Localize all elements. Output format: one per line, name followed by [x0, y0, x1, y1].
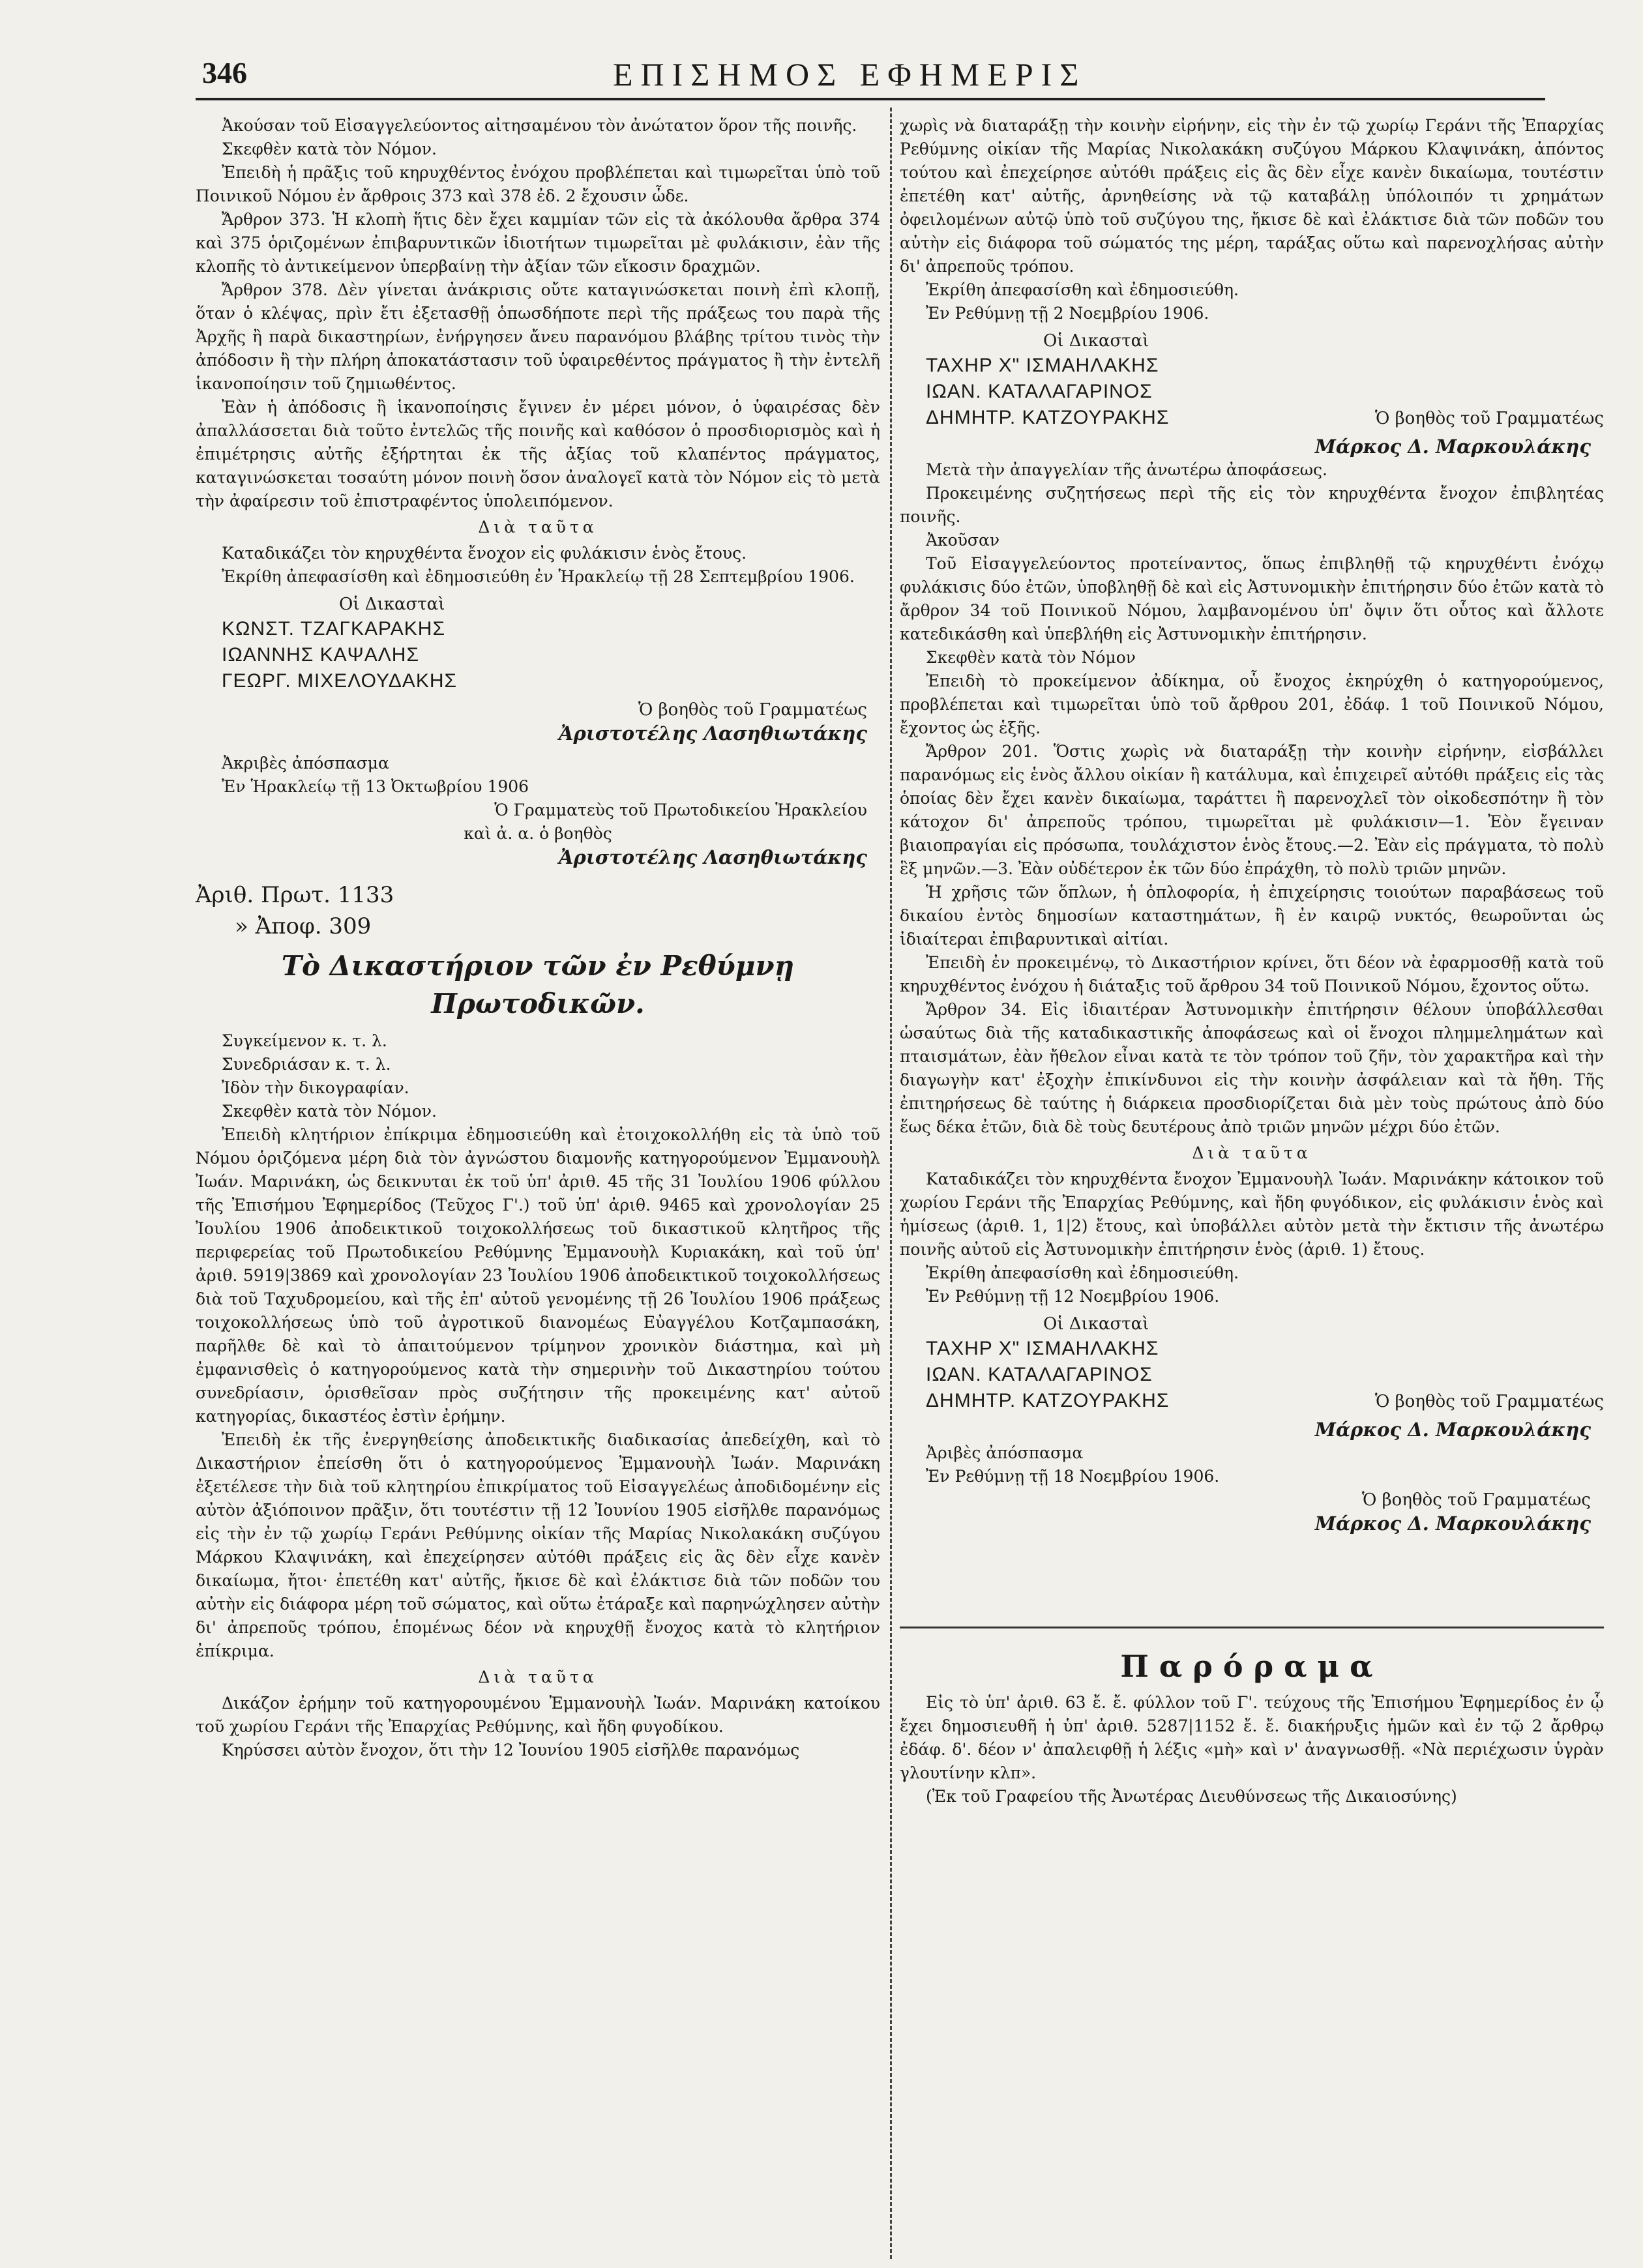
protocol-number: Ἀριθ. Πρωτ. 1133	[196, 882, 394, 908]
exact-copy-label: Ἀριβὲς ἀπόσπασμα	[926, 1443, 1084, 1462]
judge-name: ΤΑΧΗΡ Χ" ΙΣΜΑΗΛΑΚΗΣ	[926, 1338, 1159, 1359]
paragraph: Ἐπειδὴ κλητήριον ἐπίκριμα ἐδημοσιεύθη καὶ ἐτοιχοκολλήθη εἰς τὰ ὑπὸ τοῦ Νόμου ὁριζόμενα μέρη διὰ τὸν ἀγνώστου διαμονῆς κατηγορούμενον Ἐμμανουὴλ Ἰωάν. Μαρινάκη, ὡς δεικνυται ἐκ τοῦ ὑπ' ἀριθ. 45 τῆς 31 Ἰουλίου 1906 φύλλου τῆς Ἐπισήμου Ἐφημερίδος (Τεῦχος Γ'.) τοῦ ὑπ' ἀριθ. 9465 καὶ χρονολογίαν 25 Ἰουλίου 1906 ἀποδεικτικοῦ τοιχοκολλήσεως τοῦ δικαστικοῦ κλητῆρος τῆς περιφερείας τοῦ Πρωτοδικείου Ρεθύμνης Ἐμμανουὴλ Κυριακάκη, καὶ τοῦ ὑπ' ἀριθ. 5919|3869 καὶ χρονολογίαν 23 Ἰουλίου 1906 ἀποδεικτικοῦ τοιχοκολλήσεως διὰ τοῦ Ταχυδρομείου, καὶ τῆς ἐπ' αὐτοῦ γενομένης τῇ 26 Ἰουλίου 1906 πράξεως τοιχοκολλήσεως ὑπὸ τοῦ ἀγροτικοῦ διανομέως Εὐαγγέλου Κοτζαμπασάκη, παρῆλθε δὲ καὶ τὸ ἀπαιτούμενον τρίμηνον χρονικὸν διάστημα, καὶ μὴ ἐμφανισθεὶς ὁ κατηγορούμενος κατὰ τὴν σημερινὴν τοῦ Δικαστηρίου τούτου συνεδρίασιν, ὁρισθεῖσαν πρὸς συζήτησιν τῆς προκειμένης κατ' αὐτοῦ κατηγορίας, δικαστέος ἐστὶν ἐρήμην.	[196, 1125, 880, 1426]
judges-label: Οἱ Δικασταὶ	[1043, 331, 1149, 351]
assistant-signature: Μάρκος Δ. Μαρκουλάκης	[1314, 1419, 1591, 1441]
paragraph: Ἐπειδὴ τὸ προκείμενον ἀδίκημα, οὗ ἔνοχος ἐκηρύχθη ὁ κατηγορούμενος, προβλέπεται καὶ τιμωρεῖται ὑπὸ τοῦ ἄρθρου 201, ἐδάφ. 1 τοῦ Ποινικοῦ Νόμου, ἔχοντος ὡς ἑξῆς.	[900, 671, 1604, 737]
clerk-signature: Ἀριστοτέλης Λασηθιωτάκης	[559, 846, 867, 868]
paragraph: Ἡ χρῆσις τῶν ὅπλων, ἡ ὁπλοφορία, ἡ ἐπιχείρησις τοιούτων παραβάσεως τοῦ δικαίου ἐντὸς δημοσίων καταστημάτων, ἢ ἐν καιρῷ νυκτός, θεωροῦνται ὡς ἰδιαίτεραι ἐπιβαρυντικαὶ αἰτίαι.	[900, 883, 1604, 949]
paragraph: χωρὶς νὰ διαταράξῃ τὴν κοινὴν εἰρήνην, εἰς τὴν ἐν τῷ χωρίῳ Γεράνι τῆς Ἐπαρχίας Ρεθύμνης οἰκίαν τῆς Μαρίας Νικολακάκη συζύγου Μάρκου Κλαψινάκη, ἀπόντος τούτου καὶ ἐπεχείρησε αὐτόθι πράξεις εἰς ἃς δὲν εἶχε κανὲν δικαίωμα, τουτέστιν ἐπετέθη κατ' αὐτῆς, ἀρνηθείσης νὰ τῷ καταβάλῃ ὑπόλοιπόν τι χρημάτων ὀφειλομένων αὐτῷ ὑπὸ τοῦ συζύγου της, ἤκισε δὲ καὶ ἐλάκτισε διὰ τῶν ποδῶν του αὐτὴν εἰς διάφορα τοῦ σώματός της μέρη, ταράξας οὕτω καὶ παρενοχλήσας αὐτὴν δι' ἀπρεποῦς τρόπου.	[900, 116, 1604, 276]
judge-name: ΙΩΑΝ. ΚΑΤΑΛΑΓΑΡΙΝΟΣ	[926, 381, 1153, 402]
paragraph: Ἐπειδὴ ἐν προκειμένῳ, τὸ Δικαστήριον κρίνει, ὅτι δέον νὰ ἐφαρμοσθῇ κατὰ τοῦ κηρυχθέντος ἐνόχου ἡ διάταξις τοῦ ἄρθρου 34 τοῦ Ποινικοῦ Νόμου, ἔχοντος οὕτω.	[900, 953, 1604, 995]
paragraph: Ἰδὸν τὴν δικογραφίαν.	[222, 1078, 409, 1097]
assistant-signature: Μάρκος Δ. Μαρκουλάκης	[1314, 1512, 1591, 1535]
paragraph: Ἐν Ρεθύμνῃ τῇ 12 Νοεμβρίου 1906.	[926, 1287, 1220, 1306]
page-number: 346	[202, 56, 247, 89]
paragraph: Ἄρθρον 373. Ἡ κλοπὴ ἥτις δὲν ἔχει καμμίαν τῶν εἰς τὰ ἀκόλουθα ἄρθρα 374 καὶ 375 ὁριζομένων ἐπιβαρυντικῶν ἰδιοτήτων τιμωρεῖται μὲ φυλάκισιν, ἐὰν τῆς κλοπῆς τὸ ἀντικείμενον ὑπερβαίνῃ τὴν ἀξίαν τῶν εἴκοσιν δραχμῶν.	[196, 210, 880, 276]
paragraph: Δικάζον ἐρήμην τοῦ κατηγορουμένου Ἐμμανουὴλ Ἰωάν. Μαρινάκη κατοίκου τοῦ χωρίου Γεράνι τῆς Ἐπαρχίας Ρεθύμνης, καὶ ἤδη φυγοδίκου.	[196, 1694, 880, 1736]
assistant-role: Ὁ βοηθὸς τοῦ Γραμματέως	[1375, 409, 1604, 428]
assistant-signature: Μάρκος Δ. Μαρκουλάκης	[1314, 435, 1591, 458]
paragraph: Ἀκούσαν τοῦ Εἰσαγγελεύοντος αἰτησαμένου τὸν ἀνώτατον ὅρον τῆς ποινῆς.	[222, 116, 857, 135]
page-title: ΕΠΙΣΗΜΟΣ ΕΦΗΜΕΡΙΣ	[613, 56, 1087, 93]
assistant-role: Ὁ βοηθὸς τοῦ Γραμματέως	[638, 700, 867, 720]
judge-name: ΔΗΜΗΤΡ. ΚΑΤΖΟΥΡΑΚΗΣ	[926, 407, 1170, 428]
exact-copy-label: Ἀκριβὲς ἀπόσπασμα	[222, 754, 389, 773]
assistant-role: Ὁ βοηθὸς τοῦ Γραμματέως	[1375, 1392, 1604, 1411]
paragraph: Τοῦ Εἰσαγγελεύοντος προτείναντος, ὅπως ἐπιβληθῇ τῷ κηρυχθέντι ἐνόχῳ φυλάκισις δύο ἐτῶν, ὑποβληθῇ δὲ καὶ εἰς Ἀστυνομικὴν ἐπιτήρησιν δύο ἐτῶν κατὰ τὸ ἄρθρον 34 τοῦ Ποινικοῦ Νόμου, λαμβανομένου ὑπ' ὄψιν ὅτι οὗτος καὶ ἄλλοτε κατεδικάσθη καὶ ὑπεβλήθη εἰς Ἀστυνομικὴν ἐπιτήρησιν.	[900, 554, 1604, 643]
paragraph: Κηρύσσει αὐτὸν ἔνοχον, ὅτι τὴν 12 Ἰουνίου 1905 εἰσῆλθε παρανόμως	[222, 1741, 800, 1760]
judges-block	[222, 593, 880, 694]
dia-tauta-heading: Διὰ ταῦτα	[1192, 1143, 1312, 1162]
dia-tauta-heading: Διὰ ταῦτα	[478, 518, 598, 537]
paragraph: Ἐπειδὴ ἡ πρᾶξις τοῦ κηρυχθέντος ἐνόχου προβλέπεται καὶ τιμωρεῖται ὑπὸ τοῦ Ποινικοῦ Νόμου ἐν ἄρθροις 373 καὶ 378 ἐδ. 2 ἔχουσιν ὧδε.	[196, 163, 880, 205]
paragraph: Σκεφθὲν κατὰ τὸν Νόμον.	[222, 140, 437, 158]
paragraph: Καταδικάζει τὸν κηρυχθέντα ἔνοχον εἰς φυλάκισιν ἑνὸς ἔτους.	[222, 544, 747, 563]
paragraph: Σκεφθὲν κατὰ τὸν Νόμον.	[222, 1102, 437, 1121]
paragraph: Ἐκρίθη ἀπεφασίσθη καὶ ἐδημοσιεύθη ἐν Ἡρακλείῳ τῇ 28 Σεπτεμβρίου 1906.	[222, 567, 855, 586]
paragraph: Ἄρθρον 378. Δὲν γίνεται ἀνάκρισις οὔτε καταγινώσκεται ποινὴ ἐπὶ κλοπῇ, ὅταν ὁ κλέψας, πρὶν ἔτι ἐξετασθῇ ὁπωσδήποτε περὶ τῆς πράξεως του παρὰ τῆς Ἀρχῆς ἢ παρὰ δικαστηρίων, ἐνήργησεν ἄνευ παρανόμου βλάβης τρίτου τινὸς τὴν ἀπόδοσιν ἢ τὴν πλήρη ἀποκατάστασιν τοῦ ὑφαιρεθέντος πράγματος ἢ τὴν ἐντελῆ ἱκανοποίησιν τοῦ ζημιωθέντος.	[196, 280, 880, 393]
paragraph: Ἐκρίθη ἀπεφασίσθη καὶ ἐδημοσιεύθη.	[926, 1263, 1239, 1282]
judge-name: ΚΩΝΣΤ. ΤΖΑΓΚΑΡΑΚΗΣ	[222, 618, 446, 640]
errata-text: Εἰς τὸ ὑπ' ἀριθ. 63 ἔ. ἔ. φύλλον τοῦ Γ'. τεύχους τῆς Ἐπισήμου Ἐφημερίδος ἐν ᾧ ἔχει δημοσιευθῆ ἡ ὑπ' ἀριθ. 5287|1152 ἔ. ἔ. διακήρυξις ἡμῶν καὶ ἐν τῷ 2 ἄρθρῳ ἐδάφ. δ'. δέον ν' ἀπαλειφθῇ ἡ λέξις «μὴ» καὶ ν' ἀναγνωσθῇ. «Νὰ περιέχωσιν ὑγρὰν γλουτίνην κλπ».	[900, 1693, 1604, 1782]
paragraph: Σκεφθὲν κατὰ τὸν Νόμον	[926, 648, 1136, 667]
assistant-role: Ὁ βοηθὸς τοῦ Γραμματέως	[1362, 1490, 1591, 1510]
judge-name: ΔΗΜΗΤΡ. ΚΑΤΖΟΥΡΑΚΗΣ	[926, 1390, 1170, 1411]
paragraph: Ἄρθρον 201. Ὅστις χωρὶς νὰ διαταράξῃ τὴν κοινὴν εἰρήνην, εἰσβάλλει παρανόμως εἰς ἑνὸς ἄλλου οἰκίαν ἢ κατάλυμα, καὶ ἐπιχειρεῖ αὐτόθι πράξεις εἰς τὰς ὁποίας δὲν ἔχει κανὲν δικαίωμα, ταράττει ἢ παρενοχλεῖ τὸν οἰκοδεσπότην ἢ τὸν κάτοχον δι' ἀπρεποῦς τρόπου, τιμωρεῖται μὲ φυλάκισιν—1. Ἐὸν ἔγειναν βιαιοπραγίαι εἰς πρόσωπα, τουλάχιστον ἑνὸς ἔτους.—2. Ἐὰν εἰς πράγματα, τὸ πολὺ ἓξ μηνῶν.—3. Ἐὰν οὐδέτερον ἐκ τῶν δύο ἐπράχθη, τὸ πολὺ τριῶν μηνῶν.	[900, 742, 1604, 878]
date-place: Ἐν Ἡρακλείῳ τῇ 13 Ὀκτωβρίου 1906	[222, 777, 529, 796]
errata-title: Παρόραμα	[1120, 1649, 1384, 1684]
judge-name: ΙΩΑΝ. ΚΑΤΑΛΑΓΑΡΙΝΟΣ	[926, 1364, 1153, 1385]
right-column	[900, 114, 1604, 1808]
section-divider	[900, 1627, 1604, 1628]
judges-label: Οἱ Δικασταὶ	[339, 595, 445, 614]
date-place: Ἐν Ρεθύμνῃ τῇ 18 Νοεμβρίου 1906.	[926, 1467, 1220, 1486]
dia-tauta-heading: Διὰ ταῦτα	[478, 1668, 598, 1686]
paragraph: Προκειμένης συζητήσεως περὶ τῆς εἰς τὸν κηρυχθέντα ἔνοχον ἐπιβλητέας ποινῆς.	[900, 484, 1604, 526]
left-column	[196, 114, 880, 1762]
clerk-role: Ὁ Γραμματεὺς τοῦ Πρωτοδικείου Ἡρακλείου	[494, 801, 867, 819]
paragraph: Συνεδριάσαν κ. τ. λ.	[222, 1055, 391, 1074]
akousan-label: Ἀκοῦσαν	[926, 531, 1000, 550]
judges-label: Οἱ Δικασταὶ	[1043, 1314, 1149, 1334]
judges-block	[926, 1312, 1604, 1414]
paragraph: Καταδικάζει τὸν κηρυχθέντα ἔνοχον Ἐμμανουὴλ Ἰωάν. Μαρινάκην κάτοικον τοῦ χωρίου Γεράνι τῆς Ἐπαρχίας Ρεθύμνης, καὶ ἤδη φυγόδικον, εἰς φυλάκισιν ἑνὸς καὶ ἡμίσεως (ἀριθ. 1, 1|2) ἔτους, καὶ ὑποβάλλει αὐτὸν μετὰ τὴν ἔκτισιν τῆς ἀνωτέρω ποινῆς αὐτοῦ εἰς Ἀστυνομικὴν ἐπιτήρησιν ἑνὸς (ἀριθ. 1) ἔτους.	[900, 1170, 1604, 1259]
paragraph: Συγκείμενον κ. τ. λ.	[222, 1031, 387, 1050]
paragraph: Ἐπειδὴ ἐκ τῆς ἐνεργηθείσης ἀποδεικτικῆς διαδικασίας ἀπεδείχθη, καὶ τὸ Δικαστήριον ἐπείσθη ὅτι ὁ κατηγορούμενος Ἐμμανουὴλ Ἰωάν. Μαρινάκη ἐξετέλεσε τὴν διὰ τοῦ κλητηρίου ἐπικρίματος τοῦ Εἰσαγγελέως ἀποδιδομένην εἰς αὐτὸν ἀξιόποινον πρᾶξιν, ὅτι τουτέστιν τῇ 12 Ἰουνίου 1905 εἰσῆλθε παρανόμως εἰς τὴν ἐν τῷ χωρίῳ Γεράνι Ρεθύμνης οἰκίαν τῆς Μαρίας Νικολακάκη συζύγου Μάρκου Κλαψινάκη, καὶ ἐπεχείρησεν αὐτόθι πράξεις εἰς ἃς δὲν εἶχε κανὲν δικαίωμα, ἤτοι· ἐπετέθη κατ' αὐτῆς, ἤκισε δὲ καὶ ἐλάκτισε διὰ τῶν ποδῶν του αὐτὴν εἰς διάφορα μέρη τοῦ σώματος, καὶ οὕτω ἐτάραξε καὶ παρηνώχλησεν αὐτὴν δι' ἀπρεποῦς τρόπου, ἑπομένως δέον νὰ κηρυχθῇ ἔνοχος κατὰ τὸ κλητήριον ἐπίκριμα.	[196, 1430, 880, 1660]
header-rule	[196, 98, 1545, 100]
decision-number: » Ἀποφ. 309	[235, 913, 372, 939]
paragraph: Ἐκρίθη ἀπεφασίσθη καὶ ἐδημοσιεύθη.	[926, 280, 1239, 299]
court-title: Τὸ Δικαστήριον τῶν ἐν Ρεθύμνῃ Πρωτοδικῶν.	[281, 950, 795, 1020]
clerk-sub: καὶ ἀ. α. ὁ βοηθὸς	[464, 824, 612, 843]
errata-source: (Ἐκ τοῦ Γραφείου τῆς Ἀνωτέρας Διευθύνσεως τῆς Δικαιοσύνης)	[926, 1787, 1457, 1806]
paragraph: Ἐὰν ἡ ἀπόδοσις ἢ ἱκανοποίησις ἔγινεν ἐν μέρει μόνον, ὁ ὑφαιρέσας δὲν ἀπαλλάσσεται διὰ τοῦτο ἐντελῶς τῆς ποινῆς καὶ καθόσον ὁ προσδιορισμὸς καὶ ἡ ἐπιμέτρησις αὐτῆς ἐξήρτηται ἐκ τῆς ἀξίας τοῦ κλαπέντος πράγματος, καταγινώσκεται τοσαύτη μόνον ποινὴ ὅσον ἀναλογεῖ κατὰ τὸν Νόμον εἰς τὸ μετὰ τὴν ἀφαίρεσιν τοῦ ἐπιστραφέντος ὑπολειπόμενον.	[196, 398, 880, 510]
judge-name: ΙΩΑΝΝΗΣ ΚΑΨΑΛΗΣ	[222, 644, 419, 666]
judges-block	[926, 329, 1604, 431]
judge-name: ΓΕΩΡΓ. ΜΙΧΕΛΟΥΔΑΚΗΣ	[222, 670, 458, 692]
judge-name: ΤΑΧΗΡ Χ" ΙΣΜΑΗΛΑΚΗΣ	[926, 355, 1159, 376]
paragraph: Μετὰ τὴν ἀπαγγελίαν τῆς ἀνωτέρω ἀποφάσεως.	[926, 460, 1328, 479]
assistant-signature: Ἀριστοτέλης Λασηθιωτάκης	[559, 722, 867, 744]
paragraph: Ἄρθρον 34. Εἰς ἰδιαιτέραν Ἀστυνομικὴν ἐπιτήρησιν θέλουν ὑποβάλλεσθαι ὡσαύτως διὰ τῆς καταδικαστικῆς ἀποφάσεως καὶ οἱ ἔνοχοι πλημμελημάτων καὶ πταισμάτων, ἐὰν ἤθελον εἶναι κατὰ τε τὸν τρόπον τοῦ ζῆν, τὸν χαρακτῆρα καὶ τὴν διαγωγὴν κατ' ἐξοχὴν ἐπικίνδυνοι εἰς τὴν κοινὴν ἀσφάλειαν καὶ τὰ ἤθη. Τῆς ἐπιτηρήσεως δὲ ταύτης ἡ διάρκεια προσδιορίζεται διὰ μὲν τοὺς πρώτους ἀπὸ δύο ἕως δέκα ἐτῶν, διὰ δὲ τοὺς δευτέρους ἀπὸ τριῶν μηνῶν μέχρι δύο ἐτῶν.	[900, 1000, 1604, 1136]
column-divider	[890, 108, 892, 2259]
paragraph: Ἐν Ρεθύμνῃ τῇ 2 Νοεμβρίου 1906.	[926, 304, 1209, 323]
